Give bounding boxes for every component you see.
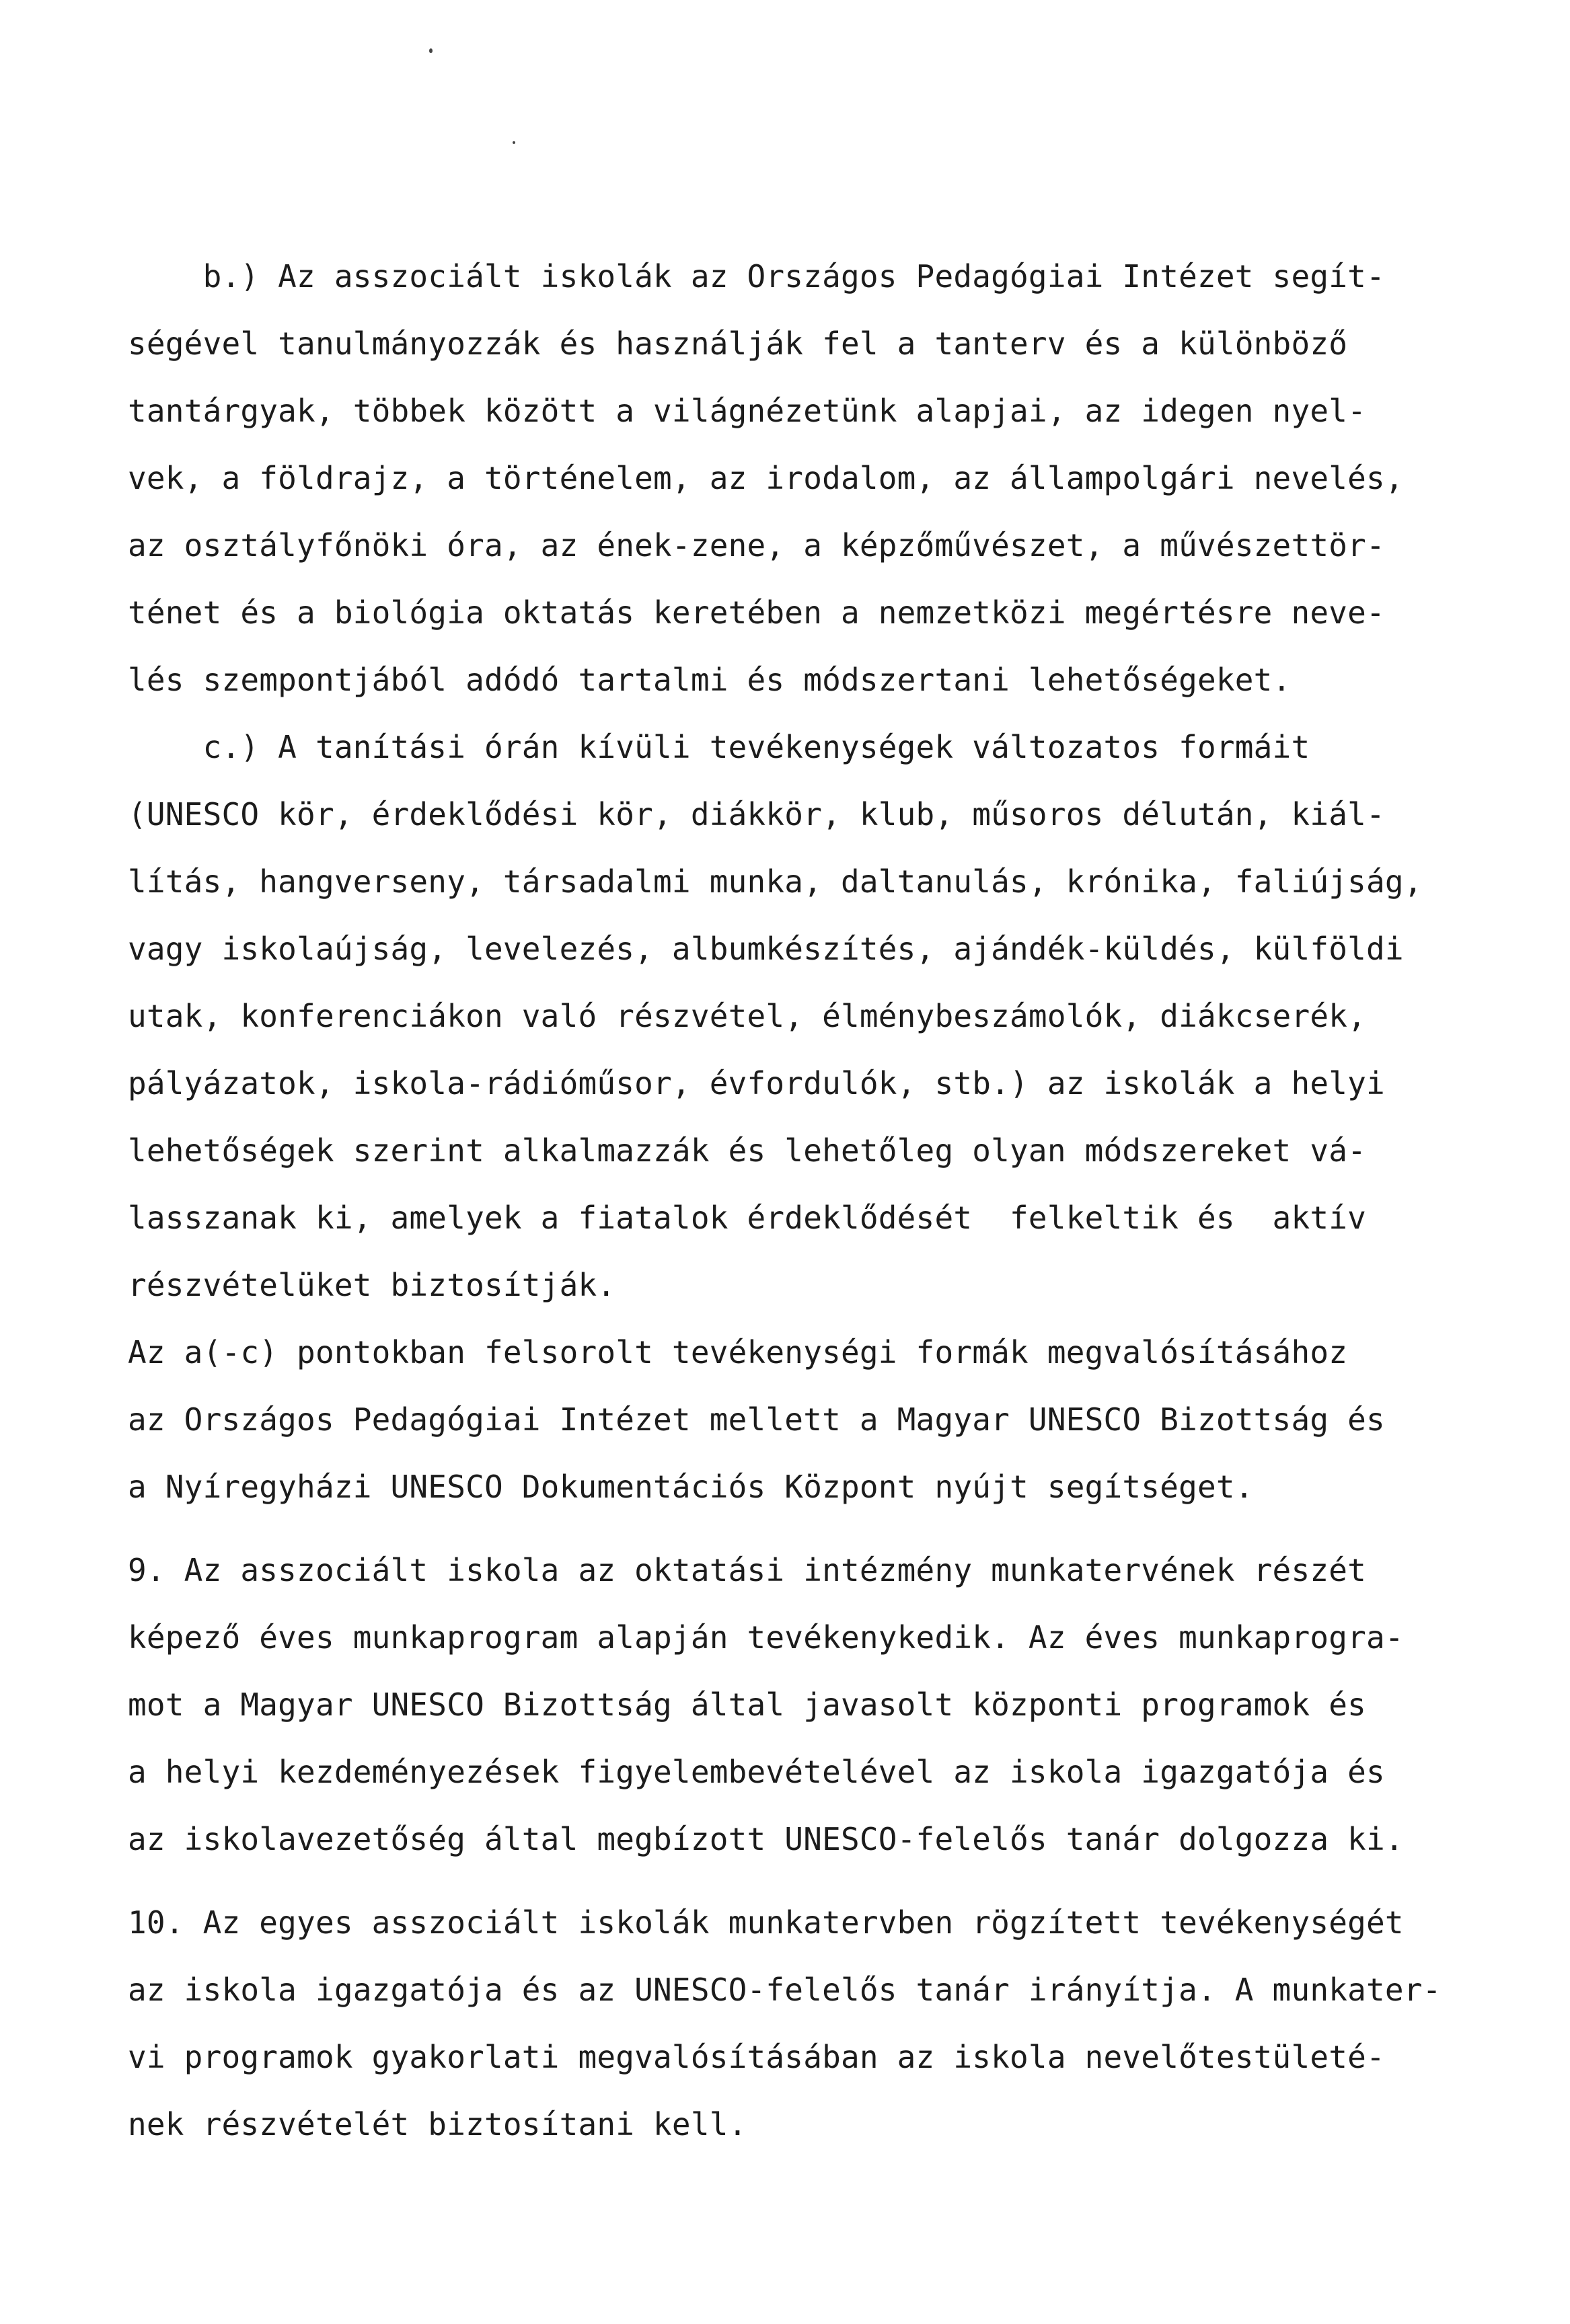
text-line: az osztályfőnöki óra, az ének-zene, a képzőművészet, a művészettör-: [128, 527, 1385, 564]
text-line: vi programok gyakorlati megvalósításában az iskola nevelőtestületé-: [128, 2039, 1385, 2075]
text-line: vagy iskolaújság, levelezés, albumkészítés, ajándék-küldés, külföldi: [128, 931, 1404, 967]
text-line: pályázatok, iskola-rádióműsor, évfordulók, stb.) az iskolák a helyi: [128, 1065, 1385, 1101]
text-line: a helyi kezdeményezések figyelembevételével az iskola igazgatója és: [128, 1754, 1385, 1790]
text-line: 10. Az egyes asszociált iskolák munkatervben rögzített tevékenységét: [128, 1904, 1404, 1941]
text-line: Az a(-c) pontokban felsorolt tevékenységi formák megvalósításához: [128, 1334, 1348, 1370]
text-line: képező éves munkaprogram alapján tevékenykedik. Az éves munkaprogra-: [128, 1619, 1404, 1656]
text-line: lítás, hangverseny, társadalmi munka, daltanulás, krónika, faliújság,: [128, 863, 1423, 900]
text-line: 9. Az asszociált iskola az oktatási intézmény munkatervének részét: [128, 1552, 1367, 1588]
text-line: lasszanak ki, amelyek a fiatalok érdeklődését felkeltik és aktív: [128, 1200, 1367, 1236]
text-line: az iskolavezetőség által megbízott UNESCO-felelős tanár dolgozza ki.: [128, 1821, 1404, 1857]
text-line: vek, a földrajz, a történelem, az irodalom, az állampolgári nevelés,: [128, 460, 1404, 496]
text-line: lés szempontjából adódó tartalmi és módszertani lehetőségeket.: [128, 662, 1292, 698]
scan-speck: [429, 48, 433, 53]
text-line: mot a Magyar UNESCO Bizottság által javasolt központi programok és: [128, 1687, 1367, 1723]
text-line: c.) A tanítási órán kívüli tevékenységek változatos formáit: [128, 729, 1310, 765]
text-line: az iskola igazgatója és az UNESCO-felelős tanár irányítja. A munkater-: [128, 1972, 1442, 2008]
text-line: utak, konferenciákon való részvétel, élménybeszámolók, diákcserék,: [128, 998, 1367, 1034]
text-line: a Nyíregyházi UNESCO Dokumentációs Központ nyújt segítséget.: [128, 1469, 1254, 1505]
text-line: ségével tanulmányozzák és használják fel a tanterv és a különböző: [128, 325, 1348, 362]
text-line: lehetőségek szerint alkalmazzák és lehetőleg olyan módszereket vá-: [128, 1132, 1367, 1169]
text-line: b.) Az asszociált iskolák az Országos Pedagógiai Intézet segít-: [128, 258, 1385, 295]
text-line: az Országos Pedagógiai Intézet mellett a Magyar UNESCO Bizottság és: [128, 1401, 1385, 1438]
text-line: tantárgyak, többek között a világnézetünk alapjai, az idegen nyel-: [128, 393, 1367, 429]
text-line: ténet és a biológia oktatás keretében a nemzetközi megértésre neve-: [128, 594, 1385, 631]
scan-speck: [513, 141, 515, 144]
text-line: nek részvételét biztosítani kell.: [128, 2106, 747, 2142]
text-line: (UNESCO kör, érdeklődési kör, diákkör, klub, műsoros délután, kiál-: [128, 796, 1385, 832]
text-line: részvételüket biztosítják.: [128, 1267, 616, 1303]
